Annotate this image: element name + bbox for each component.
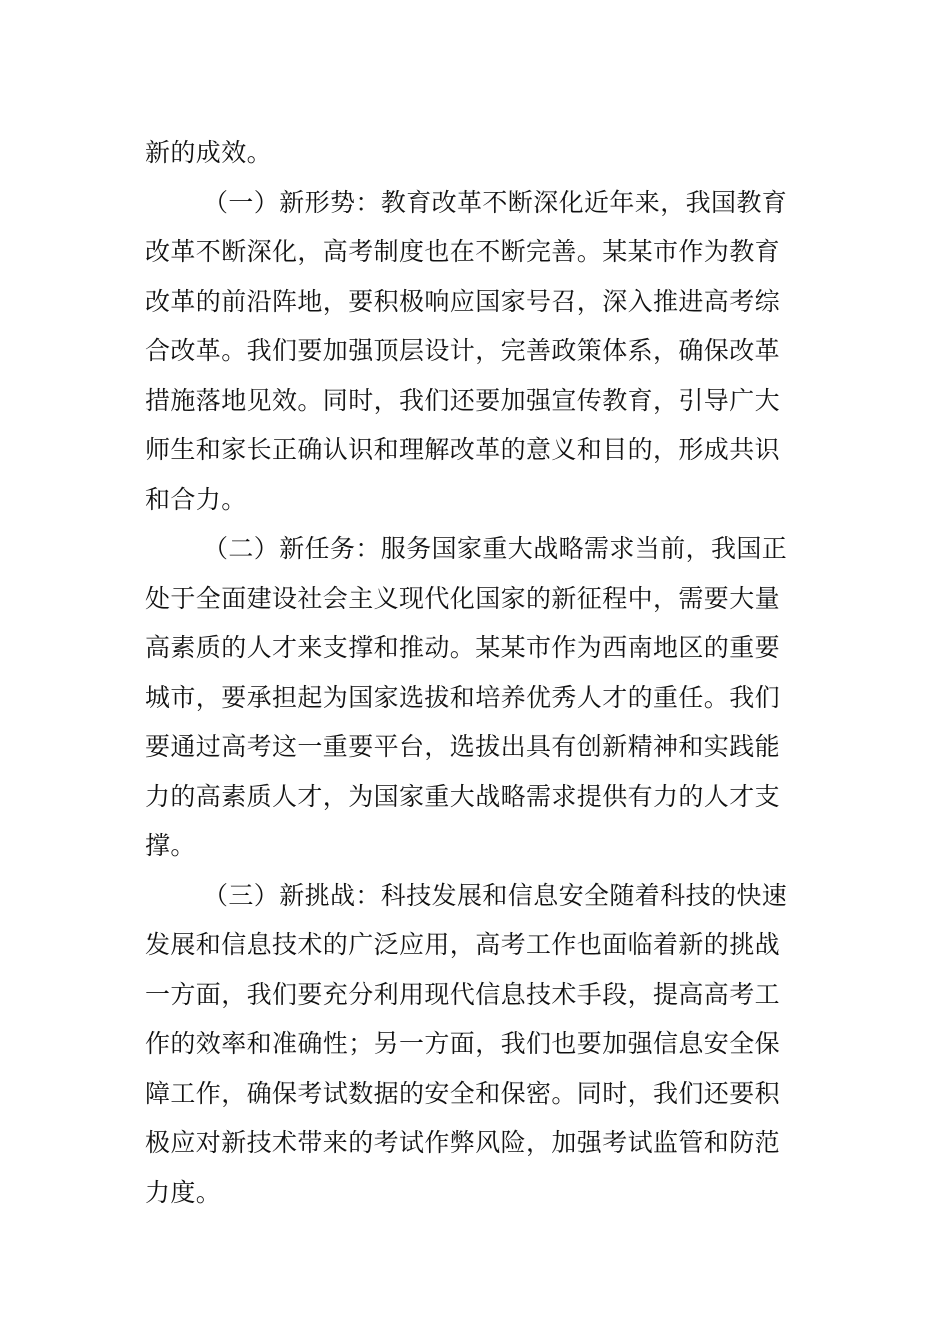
section-3-line-6: 极应对新技术带来的考试作弊风险，加强考试监管和防范 [145,1128,781,1157]
section-1-line-6: 师生和家长正确认识和理解改革的意义和目的，形成共识 [145,435,781,464]
section-2-line-4: 城市，要承担起为国家选拔和培养优秀人才的重任。我们 [145,682,781,712]
section-2-line-5: 要通过高考这一重要平台，选拔出具有创新精神和实践能 [145,732,781,761]
section-2-line-1: （二）新任务：服务国家重大战略需求当前，我国正 [203,534,788,563]
section-1-paragraph [145,178,807,525]
section-3-line-3: 一方面，我们要充分利用现代信息技术手段，提高高考工 [145,979,781,1009]
section-3-line-4: 作的效率和准确性；另一方面，我们也要加强信息安全保 [145,1029,781,1058]
section-3-line-5: 障工作，确保考试数据的安全和保密。同时，我们还要积 [145,1078,781,1108]
section-2-line-6: 力的高素质人才，为国家重大战略需求提供有力的人才支 [145,781,781,811]
opening-line: 新的成效。 [145,138,273,167]
section-1-line-5: 措施落地见效。同时，我们还要加强宣传教育，引导广大 [145,385,781,415]
document-body [145,128,807,1217]
section-1-line-1: （一）新形势：教育改革不断深化近年来，我国教育 [203,187,788,217]
section-3-line-7: 力度。 [145,1177,222,1207]
section-3-line-1: （三）新挑战：科技发展和信息安全随着科技的快速 [203,880,788,910]
section-2-line-2: 处于全面建设社会主义现代化国家的新征程中，需要大量 [145,583,781,613]
section-3-line-2: 发展和信息技术的广泛应用，高考工作也面临着新的挑战 [145,930,781,959]
section-2-paragraph [145,524,807,871]
section-1-line-3: 改革的前沿阵地，要积极响应国家号召，深入推进高考综 [145,286,781,316]
section-1-line-7: 和合力。 [145,484,247,514]
section-1-line-2: 改革不断深化，高考制度也在不断完善。某某市作为教育 [145,237,781,266]
section-3-paragraph [145,871,807,1218]
section-1-line-4: 合改革。我们要加强顶层设计，完善政策体系，确保改革 [145,336,781,365]
section-2-line-7: 撑。 [145,831,196,860]
section-2-line-3: 高素质的人才来支撑和推动。某某市作为西南地区的重要 [145,633,781,662]
